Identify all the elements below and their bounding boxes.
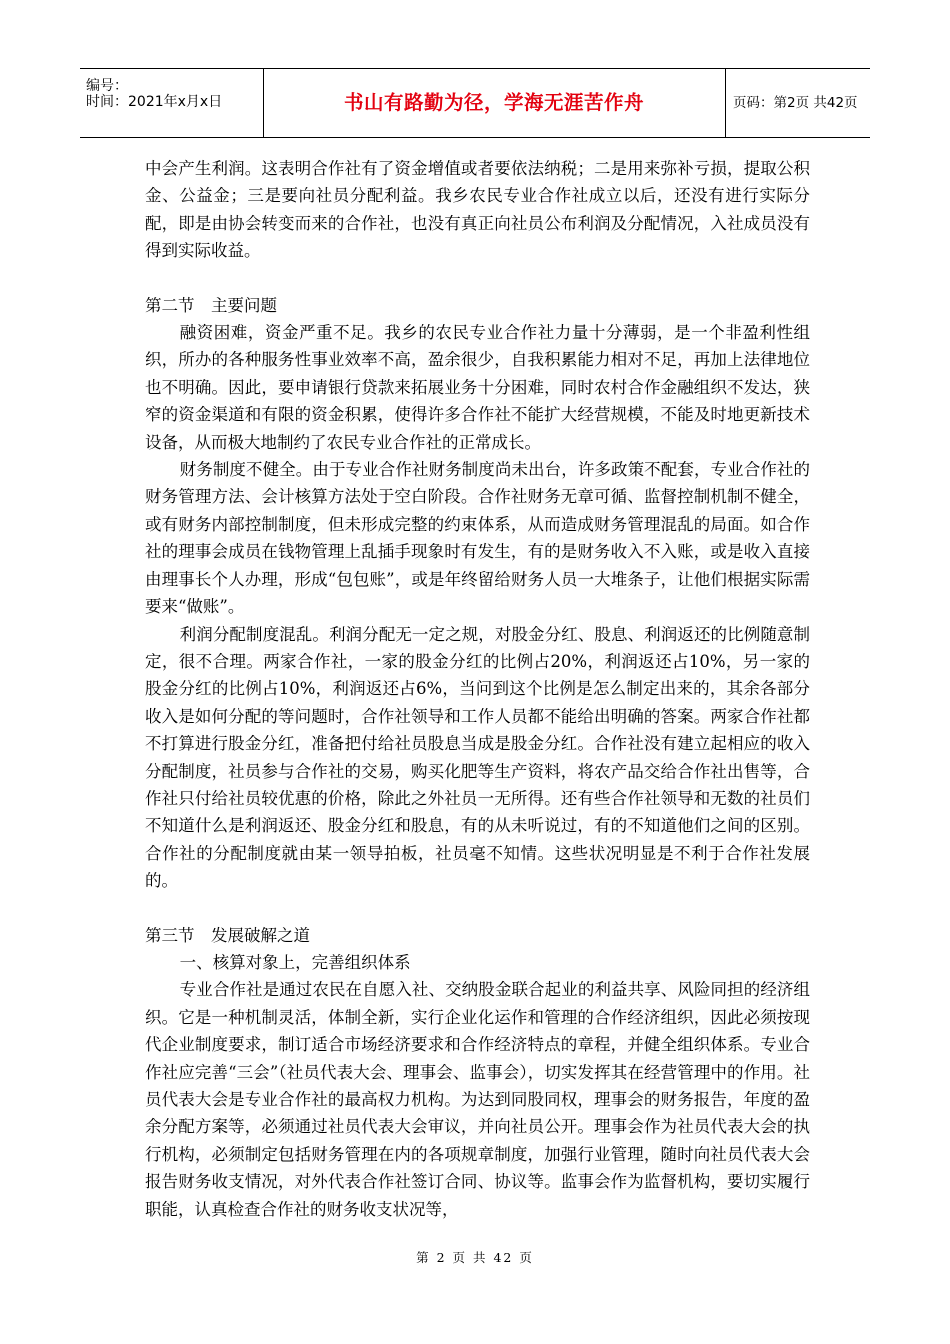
document-body: [145, 155, 810, 1223]
section-heading-main-problems: 第二节 主要问题: [145, 295, 277, 315]
paragraph-profit-distribution: 利润分配制度混乱。利润分配无一定之规，对股金分红、股息、利润返还的比例随意制定，很不合理。两家合作社，一家的股金分红的比例占20%，利润返还占10%，另一家的股金分红的比例占10%，利润返还占6%，当问到这个比例是怎么制定出来的，其余各部分收入是如何分配的等问题时，合作社领导和工作人员都不能给出明确的答案。两家合作社都不打算进行股金分红，准备把付给社员股息当成是股金分红。合作社没有建立起相应的收入分配制度，社员参与合作社的交易，购买化肥等生产资料，将农产品交给合作社出售等，合作社只付给社员较优惠的价格，除此之外社员一无所得。还有些合作社领导和无数的社员们不知道什么是利润返还、股金分红和股息，有的从未听说过，有的不知道他们之间的区别。合作社的分配制度就由某一领导拍板，社员毫不知情。这些状况明显是不利于合作社发展的。: [145, 624, 810, 891]
header-page-info: 页码：第2页 共42页: [733, 95, 858, 111]
document-date-label: 时间：2021年x月x日: [86, 94, 223, 110]
header-page-cell: [725, 69, 870, 137]
paragraph-organization: 专业合作社是通过农民在自愿入社、交纳股金联合起业的利益共享、风险同担的经济组织。它是一种机制灵活，体制全新，实行企业化运作和管理的合作经济组织，因此必须按现代企业制度要求，制订适合市场经济要求和合作经济特点的章程，并健全组织体系。专业合作社应完善“三会”（社员代表大会、理事会、监事会），切实发挥其在经营管理中的作用。社员代表大会是专业合作社的最高权力机构。为达到同股同权，理事会的财务报告，年度的盈余分配方案等，必须通过社员代表大会审议，并向社员公开。理事会作为社员代表大会的执行机构，必须制定包括财务管理在内的各项规章制度，加强行业管理，随时向社员代表大会报告财务收支情况，对外代表合作社签订合同、协议等。监事会作为监督机构，要切实履行职能，认真检查合作社的财务收支状况等，: [145, 980, 810, 1219]
subheading-organization: 一、核算对象上，完善组织体系: [179, 952, 411, 972]
header-meta-cell: [80, 69, 264, 137]
page-footer: 第 2 页 共 42 页: [416, 1250, 534, 1265]
document-number-label: 编号：: [86, 78, 128, 94]
paragraph-finance-system: 财务制度不健全。由于专业合作社财务制度尚未出台，许多政策不配套，专业合作社的财务管理方法、会计核算方法处于空白阶段。合作社财务无章可循、监督控制机制不健全，或有财务内部控制制度，但未形成完整的约束体系，从而造成财务管理混乱的局面。如合作社的理事会成员在钱物管理上乱插手现象时有发生，有的是财务收入不入账，或是收入直接由理事长个人办理，形成“包包账”，或是年终留给财务人员一大堆条子，让他们根据实际需要来“做账”。: [145, 460, 810, 617]
page-header: [80, 68, 870, 138]
paragraph-continued: 中会产生利润。这表明合作社有了资金增值或者要依法纳税；二是用来弥补亏损，提取公积金、公益金；三是要向社员分配利益。我乡农民专业合作社成立以后，还没有进行实际分配，即是由协会转变而来的合作社，也没有真正向社员公布利润及分配情况，入社成员没有得到实际收益。: [145, 159, 810, 261]
header-motto: 书山有路勤为径，学海无涯苦作舟: [343, 91, 644, 114]
paragraph-financing: 融资困难，资金严重不足。我乡的农民专业合作社力量十分薄弱，是一个非盈利性组织，所办的各种服务性事业效率不高，盈余很少，自我积累能力相对不足，再加上法律地位也不明确。因此，要申请银行贷款来拓展业务十分困难，同时农村合作金融组织不发达，狭窄的资金渠道和有限的资金积累，使得许多合作社不能扩大经营规模，不能及时地更新技术设备，从而极大地制约了农民专业合作社的正常成长。: [145, 323, 810, 452]
section-heading-solutions: 第三节 发展破解之道: [145, 925, 310, 945]
header-motto-cell: [263, 69, 726, 137]
